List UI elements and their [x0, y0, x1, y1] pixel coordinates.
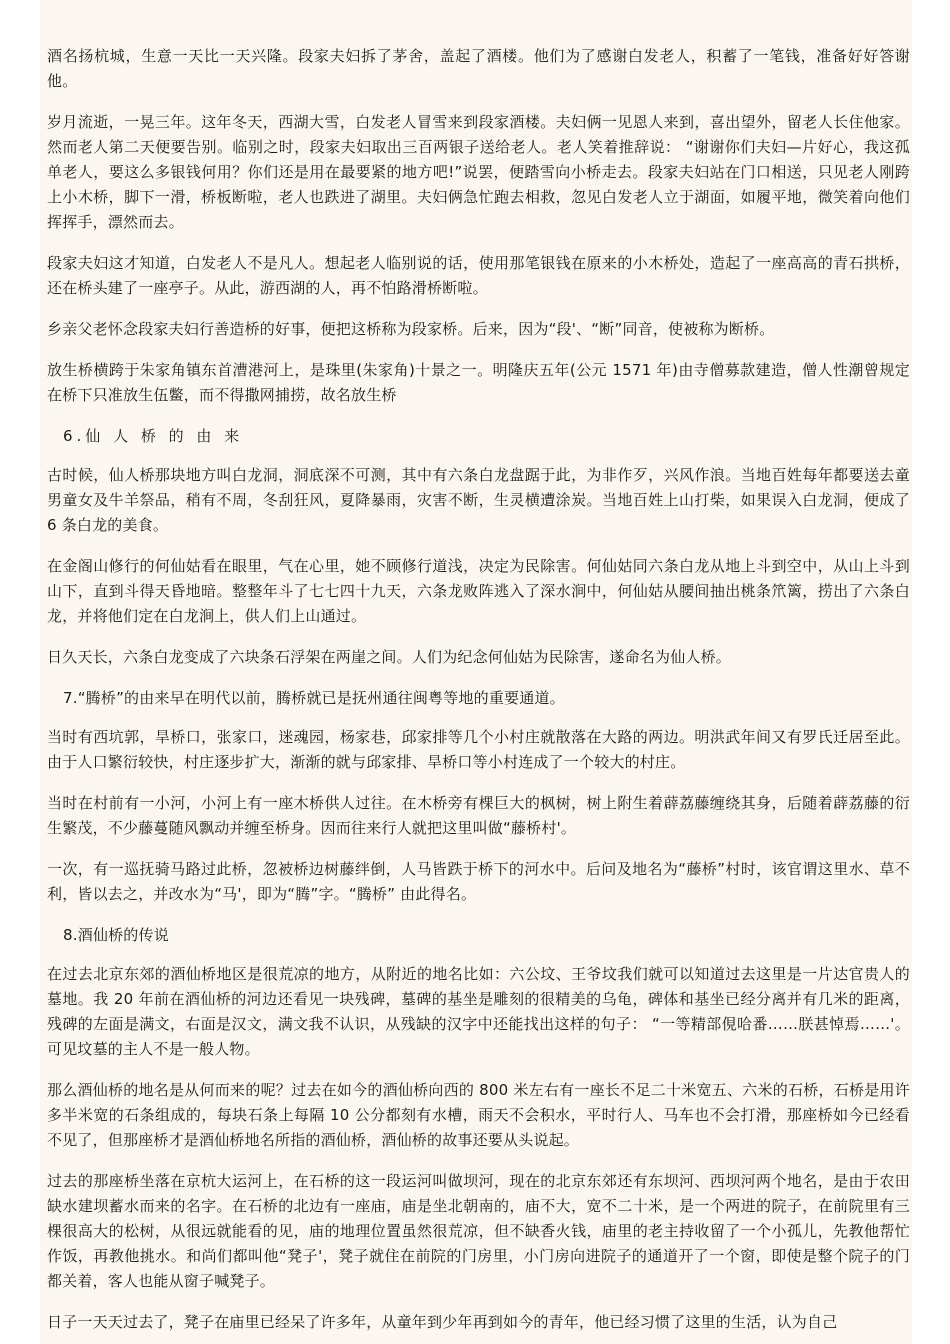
paragraph: 当时有西坑郭，旱桥口，张家口，迷魂园，杨家巷，邱家排等几个小村庄就散落在大路的两边。明洪武年间又有罗氏迁居至此。由于人口繁衍较快，村庄逐步扩大，渐渐的就与邱家排、旱桥口等小村连成了一个较大的村庄。 — [47, 728, 910, 771]
paragraph: 乡亲父老怀念段家夫妇行善造桥的好事，便把这桥称为段家桥。后来，因为“段'、“断”同音，使被称为断桥。 — [47, 320, 775, 338]
section-heading-8: 8.酒仙桥的传说 — [63, 926, 169, 944]
paragraph: 酒名扬杭城，生意一天比一天兴隆。段家夫妇拆了茅舍，盖起了酒楼。他们为了感谢白发老人，积蓄了一笔钱，准备好好答谢他。 — [47, 47, 910, 90]
section-heading-7: 7.“腾桥”的由来早在明代以前，腾桥就已是抚州通往闽粤等地的重要通道。 — [63, 689, 565, 707]
paragraph: 那么酒仙桥的地名是从何而来的呢？过去在如今的酒仙桥向西的 800 米左右有一座长不足二十米宽五、六米的石桥，石桥是用许多半米宽的石条组成的，每块石条上每隔 10 公分都刻有水槽，雨天不会积水，平时行人、马车也不会打滑，那座桥如今已经看不见了，但那座桥才是酒仙桥地名所指的酒仙桥，酒仙桥的故事还要从头说起。 — [47, 1081, 910, 1149]
paragraph: 段家夫妇这才知道，白发老人不是凡人。想起老人临别说的话，使用那笔银钱在原来的小木桥处，造起了一座高高的青石拱桥，还在桥头建了一座亭子。从此，游西湖的人，再不怕路滑桥断啦。 — [47, 254, 910, 297]
paragraph: 在过去北京东郊的酒仙桥地区是很荒凉的地方，从附近的地名比如：六公坟、王爷坟我们就可以知道过去这里是一片达官贵人的墓地。我 20 年前在酒仙桥的河边还看见一块残碑，墓碑的基坐是雕刻的很精美的乌龟，碑体和基坐已经分离并有几米的距离，残碑的左面是满文，右面是汉文，满文我不认识，从残缺的汉字中还能找出这样的句子： “一等精部俔哈番……朕甚悼焉……'。可见坟墓的主人不是一般人物。 — [47, 965, 910, 1058]
section-heading-6: 6.仙 人 桥 的 由 来 — [63, 427, 244, 445]
paragraph: 过去的那座桥坐落在京杭大运河上，在石桥的这一段运河叫做坝河，现在的北京东郊还有东坝河、西坝河两个地名，是由于农田缺水建坝蓄水而来的名字。在石桥的北边有一座庙，庙是坐北朝南的，庙不大，宽不二十米，是一个两进的院子，在前院里有三棵很高大的松树，从很远就能看的见，庙的地理位置虽然很荒凉，但不缺香火钱，庙里的老主持收留了一个小孤儿，先教他帮忙作饭，再教他挑水。和尚们都叫他“凳子'，凳子就住在前院的门房里，小门房向进院子的通道开了一个窗，即使是整个院子的门都关着，客人也能从窗子喊凳子。 — [47, 1172, 910, 1290]
paragraph: 古时候，仙人桥那块地方叫白龙洞，洞底深不可测，其中有六条白龙盘踞于此，为非作歹，兴风作浪。当地百姓每年都要送去童男童女及牛羊祭品，稍有不周，冬刮狂风，夏降暴雨，灾害不断，生灵横遭涂炭。当地百姓上山打柴，如果误入白龙洞，便成了 6 条白龙的美食。 — [47, 466, 910, 534]
paragraph: 岁月流逝，一晃三年。这年冬天，西湖大雪，白发老人冒雪来到段家酒楼。夫妇俩一见恩人来到，喜出望外，留老人长住他家。然而老人第二天便要告别。临别之时，段家夫妇取出三百两银子送给老人。老人笑着推辞说： “谢谢你们夫妇—片好心，我这孤单老人，要这么多银钱何用？你们还是用在最要紧的地方吧!”说罢，便踏雪向小桥走去。段家夫妇站在门口相送，只见老人刚跨上小木桥，脚下一滑，桥板断啦，老人也跌进了湖里。夫妇俩急忙跑去相救，忽见白发老人立于湖面，如履平地，微笑着向他们挥挥手，漂然而去。 — [47, 113, 910, 231]
paragraph: 一次，有一巡抚骑马路过此桥，忽被桥边树藤绊倒，人马皆跌于桥下的河水中。后问及地名为“藤桥”村时，该官谓这里水、草不利，皆以去之，并改水为“马'，即为“腾”字。“腾桥” 由此得名。 — [47, 860, 910, 903]
paragraph: 当时在村前有一小河，小河上有一座木桥供人过往。在木桥旁有棵巨大的枫树，树上附生着薜荔藤缠绕其身，后随着薜荔藤的衍生繁茂，不少藤蔓随风飘动并缠至桥身。因而往来行人就把这里叫做“藤桥村'。 — [47, 794, 910, 837]
paragraph: 放生桥横跨于朱家角镇东首漕港河上，是珠里(朱家角)十景之一。明隆庆五年(公元 1571 年)由寺僧募款建造，僧人性潮曾规定在桥下只准放生伍鳖，而不得撒网捕捞，故名放生桥 — [47, 361, 910, 404]
paragraph: 日子一天天过去了，凳子在庙里已经呆了许多年，从童年到少年再到如今的青年，他已经习惯了这里的生活，认为自己 — [47, 1313, 838, 1331]
paragraph: 在金阁山修行的何仙姑看在眼里，气在心里，她不顾修行道浅，决定为民除害。何仙姑同六条白龙从地上斗到空中，从山上斗到山下，直到斗得天昏地暗。整整年斗了七七四十九天，六条龙败阵逃入了深水涧中，何仙姑从腰间抽出桃条笊篱，捞出了六条白龙，并将他们定在白龙涧上，供人们上山通过。 — [47, 557, 910, 625]
paragraph: 日久天长，六条白龙变成了六块条石浮架在两崖之间。人们为纪念何仙姑为民除害，遂命名为仙人桥。 — [47, 648, 732, 666]
